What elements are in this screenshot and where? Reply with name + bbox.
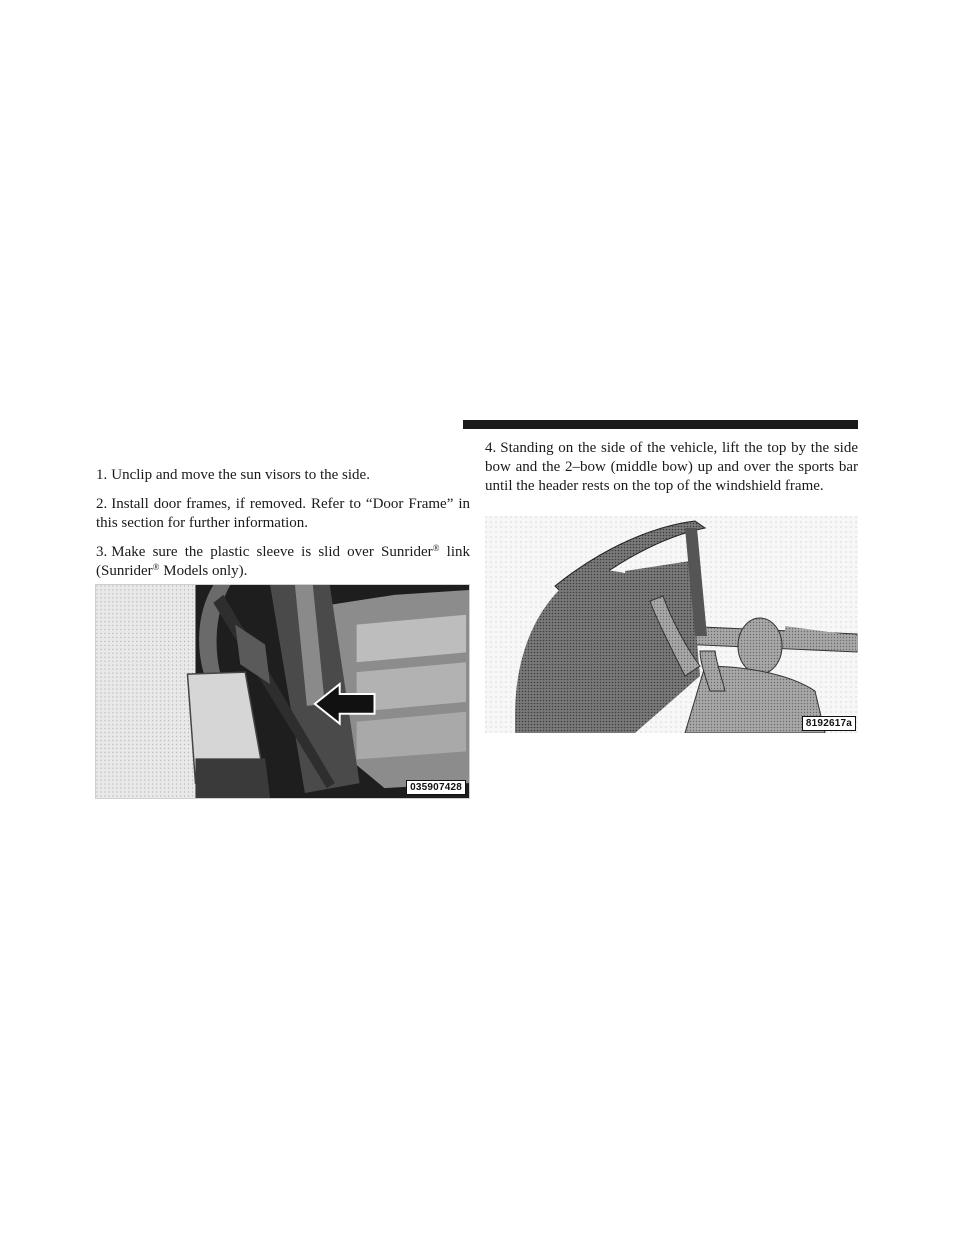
step-text: Install door frames, if removed. Refer to “Door Frame” in this section for further information. xyxy=(96,496,470,531)
step-1 xyxy=(96,466,470,485)
step-2 xyxy=(96,495,470,533)
lift-top-illustration xyxy=(485,516,858,733)
step-number: 1. xyxy=(96,467,108,483)
step-text: Unclip and move the sun visors to the side. xyxy=(111,467,370,483)
step-3 xyxy=(96,543,470,581)
step-text-before: Make sure the plastic sleeve is slid over Sunrider xyxy=(111,544,433,560)
sunrider-sleeve-illustration xyxy=(96,585,469,798)
figure-id: 035907428 xyxy=(406,780,466,795)
registered-mark: ® xyxy=(152,562,160,572)
step-text-after: Models only). xyxy=(159,563,248,579)
figure-lift-top xyxy=(485,516,858,733)
step-text-mid: link (Sunrider xyxy=(96,544,470,579)
step-number: 2. xyxy=(96,496,108,512)
figure-sunrider-sleeve xyxy=(95,584,470,799)
figure-id: 8192617a xyxy=(802,716,856,731)
step-4 xyxy=(485,439,858,496)
registered-mark: ® xyxy=(432,543,440,553)
step-number: 3. xyxy=(96,544,108,560)
step-number: 4. xyxy=(485,440,497,456)
section-divider xyxy=(463,420,858,429)
step-text: Standing on the side of the vehicle, lift the top by the side bow and the 2–bow (middle bow) up and over the sports bar until the header rests on the top of the windshield frame. xyxy=(485,440,858,494)
